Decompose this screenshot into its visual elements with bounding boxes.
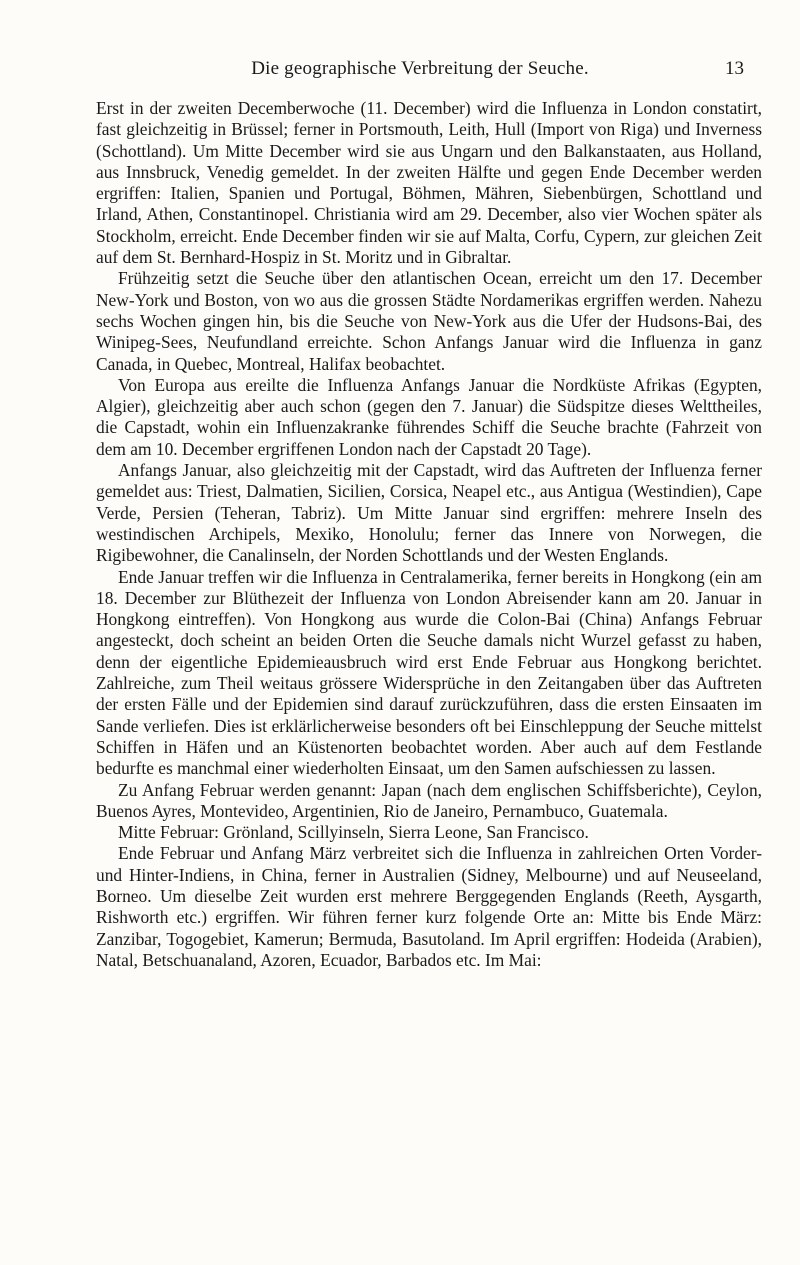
paragraph: Ende Januar treffen wir die Influenza in Centralamerika, ferner bereits in Hongkong (ein am 18. December zur Blüthezeit der Influenza von London Abreisender kann am 20. Januar in Hongkong eintreffen). Von Hongkong aus wurde die Colon-Bai (China) Anfangs Februar angesteckt, doch scheint an beiden Orten die Seuche damals nicht Wurzel gefasst zu haben, denn der eigentliche Epidemieausbruch wird erst Ende Februar aus Hongkong berichtet. Zahlreiche, zum Theil weitaus grössere Widersprüche in den Zeitangaben über das Auftreten der ersten Fälle und der Epidemien sind darauf zurückzuführen, dass die ersten Einsaaten im Sande verliefen. Dies ist erklärlicherweise besonders oft bei Einschleppung der Seuche mittelst Schiffen in Häfen und an Küstenorten beobachtet worden. Aber auch auf dem Festlande bedurfte es manchmal einer wiederholten Einsaat, um den Samen aufschiessen zu lassen.	[96, 566, 762, 779]
paragraph: Von Europa aus ereilte die Influenza Anfangs Januar die Nordküste Afrikas (Egypten, Algier), gleichzeitig aber auch schon (gegen den 7. Januar) die Südspitze dieses Welttheiles, die Capstadt, wohin ein Influenzakranke führendes Schiff die Seuche brachte (Fahrzeit von dem am 10. December ergriffenen London nach der Capstadt 20 Tage).	[96, 374, 762, 459]
body-text	[96, 98, 762, 971]
paragraph: Erst in der zweiten Decemberwoche (11. December) wird die Influenza in London constatirt, fast gleichzeitig in Brüssel; ferner in Portsmouth, Leith, Hull (Import von Riga) und Inverness (Schottland). Um Mitte December wird sie aus Ungarn und den Balkanstaaten, aus Holland, aus Innsbruck, Venedig gemeldet. In der zweiten Hälfte und gegen Ende December werden ergriffen: Italien, Spanien und Portugal, Böhmen, Mähren, Siebenbürgen, Schottland und Irland, Athen, Constantinopel. Christiania wird am 29. December, also vier Wochen später als Stockholm, erreicht. Ende December finden wir sie auf Malta, Corfu, Cypern, zur gleichen Zeit auf dem St. Bernhard-Hospiz in St. Moritz und in Gibraltar.	[96, 98, 762, 268]
page-number: 13	[725, 58, 744, 79]
running-title: Die geographische Verbreitung der Seuche.	[251, 58, 589, 79]
paragraph: Anfangs Januar, also gleichzeitig mit der Capstadt, wird das Auftreten der Influenza ferner gemeldet aus: Triest, Dalmatien, Sicilien, Corsica, Neapel etc., aus Antigua (Westindien), Cape Verde, Persien (Teheran, Tabriz). Um Mitte Januar sind ergriffen: mehrere Inseln des westindischen Archipels, Mexiko, Honolulu; ferner das Innere von Norwegen, die Rigibewohner, die Canalinseln, der Norden Schottlands und der Westen Englands.	[96, 460, 762, 566]
running-header	[96, 58, 744, 86]
paragraph: Ende Februar und Anfang März verbreitet sich die Influenza in zahlreichen Orten Vorder- und Hinter-Indiens, in China, ferner in Australien (Sidney, Melbourne) und auf Neuseeland, Borneo. Um dieselbe Zeit wurden erst mehrere Berggegenden Englands (Reeth, Aysgarth, Rishworth etc.) ergriffen. Wir führen ferner kurz folgende Orte an: Mitte bis Ende März: Zanzibar, Togogebiet, Kamerun; Bermuda, Basutoland. Im April ergriffen: Hodeida (Arabien), Natal, Betschuanaland, Azoren, Ecuador, Barbados etc. Im Mai:	[96, 843, 762, 970]
paragraph: Mitte Februar: Grönland, Scillyinseln, Sierra Leone, San Francisco.	[118, 822, 589, 843]
paragraph: Frühzeitig setzt die Seuche über den atlantischen Ocean, erreicht um den 17. December New-York und Boston, von wo aus die grossen Städte Nordamerikas ergriffen werden. Nahezu sechs Wochen gingen hin, bis die Seuche von New-York aus die Ufer der Hudsons-Bai, des Winipeg-Sees, Neufundland erreichte. Schon Anfangs Januar wird die Influenza in ganz Canada, in Quebec, Montreal, Halifax beobachtet.	[96, 268, 762, 374]
paragraph: Zu Anfang Februar werden genannt: Japan (nach dem englischen Schiffsberichte), Ceylon, Buenos Ayres, Montevideo, Argentinien, Rio de Janeiro, Pernambuco, Guatemala.	[96, 779, 762, 821]
